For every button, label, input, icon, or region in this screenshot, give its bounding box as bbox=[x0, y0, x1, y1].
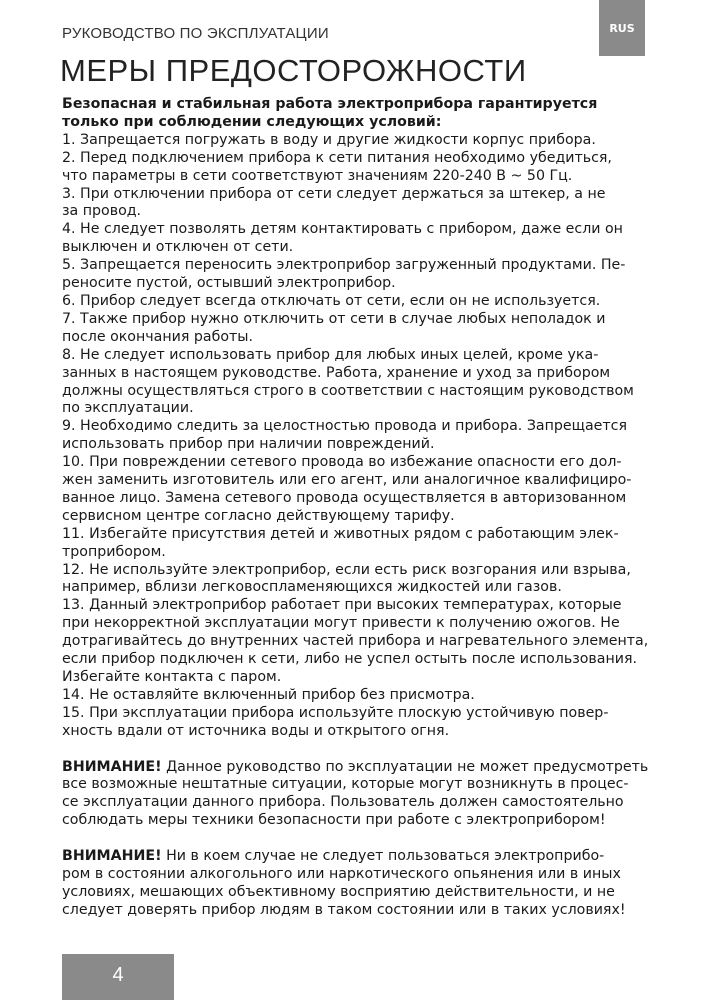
warning-line: все возможные нештатные ситуации, которые могут возникнуть в процес- bbox=[62, 776, 629, 793]
rule-line: использовать прибор при наличии повреждений. bbox=[62, 436, 435, 453]
rule-line: 3. При отключении прибора от сети следует держаться за штекер, а не bbox=[62, 185, 606, 202]
rule-line: 4. Не следует позволять детям контактировать с прибором, даже если он bbox=[62, 221, 623, 238]
intro-line: Безопасная и стабильная работа электроприбора гарантируется bbox=[62, 96, 598, 112]
rule-line: жен заменить изготовитель или его агент, или аналогичное квалифициро- bbox=[62, 472, 632, 489]
rule-line: 14. Не оставляйте включенный прибор без присмотра. bbox=[62, 686, 475, 703]
warning-line: се эксплуатации данного прибора. Пользователь должен самостоятельно bbox=[62, 794, 624, 811]
intro-line: только при соблюдении следующих условий: bbox=[62, 113, 442, 130]
rule-line: по эксплуатации. bbox=[62, 400, 194, 417]
document-body bbox=[62, 96, 647, 920]
rule-line: троприбором. bbox=[62, 543, 166, 560]
page-number: 4 bbox=[112, 964, 124, 986]
rule-line: 7. Также прибор нужно отключить от сети в случае любых неполадок и bbox=[62, 310, 606, 327]
warning-text: Ни в коем случае не следует пользоваться электроприбо- bbox=[161, 848, 605, 865]
rule-line: 9. Необходимо следить за целостностью провода и прибора. Запрещается bbox=[62, 418, 627, 435]
rule-line: дотрагивайтесь до внутренних частей прибора и нагревательного элемента, bbox=[62, 633, 649, 650]
rule-line: выключен и отключен от сети. bbox=[62, 239, 294, 256]
rule-line: 10. При повреждении сетевого провода во избежание опасности его дол- bbox=[62, 454, 622, 471]
paragraph-spacer bbox=[62, 830, 647, 848]
rule-line: 12. Не используйте электроприбор, если есть риск возгорания или взрыва, bbox=[62, 561, 631, 578]
warning-line: соблюдать меры техники безопасности при работе с электроприбором! bbox=[62, 812, 606, 829]
rules-list bbox=[62, 132, 647, 741]
rule-line: 6. Прибор следует всегда отключать от сети, если он не используется. bbox=[62, 292, 601, 309]
rule-line: если прибор подключен к сети, либо не успел остыть после использования. bbox=[62, 651, 638, 668]
warning-label: ВНИМАНИЕ! bbox=[62, 758, 162, 775]
rule-line: после окончания работы. bbox=[62, 328, 253, 345]
warning-first-line bbox=[62, 848, 647, 866]
warning-label: ВНИМАНИЕ! bbox=[62, 848, 162, 865]
rule-line: за провод. bbox=[62, 203, 142, 220]
rule-line: 15. При эксплуатации прибора используйте плоскую устойчивую повер- bbox=[62, 704, 609, 721]
intro-paragraph bbox=[62, 96, 647, 132]
rule-line: 8. Не следует использовать прибор для любых иных целей, кроме ука- bbox=[62, 346, 599, 363]
warning-line: следует доверять прибор людям в таком состоянии или в таких условиях! bbox=[62, 901, 626, 918]
warning-line: ром в состоянии алкогольного или наркотического опьянения или в иных bbox=[62, 865, 621, 882]
rule-line: 11. Избегайте присутствия детей и животных рядом с работающим элек- bbox=[62, 525, 619, 542]
warning-line: условиях, мешающих объективному восприятию действительности, и не bbox=[62, 883, 615, 900]
language-tab: RUS bbox=[599, 0, 645, 56]
rule-line: Избегайте контакта с паром. bbox=[62, 669, 282, 685]
rule-line: 1. Запрещается погружать в воду и другие жидкости корпус прибора. bbox=[62, 131, 596, 148]
rule-line: что параметры в сети соответствуют значениям 220-240 В ~ 50 Гц. bbox=[62, 167, 573, 184]
rule-line: 5. Запрещается переносить электроприбор загруженный продуктами. Пе- bbox=[62, 257, 626, 274]
rule-line: например, вблизи легковоспламеняющихся жидкостей или газов. bbox=[62, 579, 562, 596]
rule-line: при некорректной эксплуатации могут привести к получению ожогов. Не bbox=[62, 615, 620, 632]
rule-line: реносите пустой, остывший электроприбор. bbox=[62, 275, 396, 292]
warning-first-line bbox=[62, 759, 647, 777]
paragraph-spacer bbox=[62, 741, 647, 759]
warning-text: Данное руководство по эксплуатации не может предусмотреть bbox=[161, 758, 649, 775]
page-title: МЕРЫ ПРЕДОСТОРОЖНОСТИ bbox=[60, 53, 527, 88]
running-header: РУКОВОДСТВО ПО ЭКСПЛУАТАЦИИ bbox=[62, 25, 329, 42]
rule-line: сервисном центре согласно действующему тарифу. bbox=[62, 507, 455, 524]
rule-line: должны осуществляться строго в соответствии с настоящим руководством bbox=[62, 382, 634, 399]
rule-line: 2. Перед подключением прибора к сети питания необходимо убедиться, bbox=[62, 149, 612, 166]
warning-paragraph-2 bbox=[62, 848, 647, 920]
rule-line: занных в настоящем руководстве. Работа, хранение и уход за прибором bbox=[62, 364, 611, 381]
rule-line: 13. Данный электроприбор работает при высоких температурах, которые bbox=[62, 597, 622, 614]
rule-line: хность вдали от источника воды и открытого огня. bbox=[62, 722, 450, 739]
rule-line: ванное лицо. Замена сетевого провода осуществляется в авторизованном bbox=[62, 489, 627, 506]
page-number-box bbox=[62, 954, 174, 1000]
warning-paragraph-1 bbox=[62, 759, 647, 831]
